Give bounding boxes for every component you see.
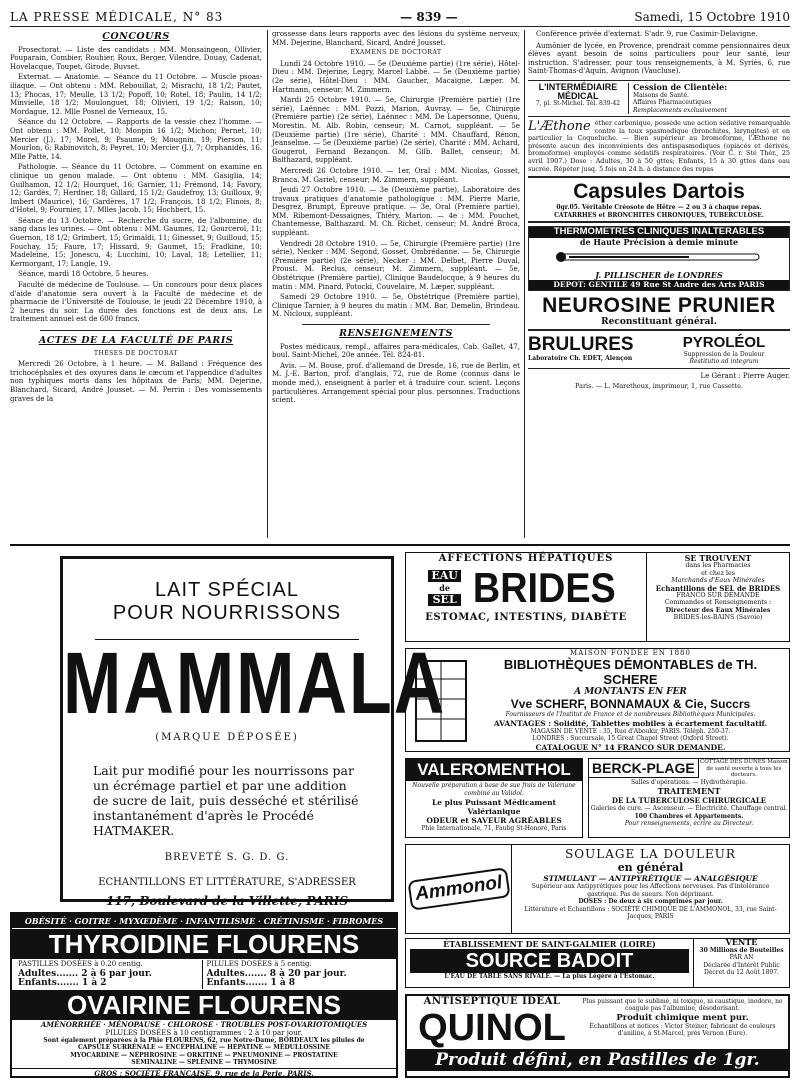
ad-text: Adultes....... 2 à 6 par jour.: [18, 968, 152, 979]
ad-text: de Haute Précision à demie minute: [579, 236, 739, 247]
ad-brand: BRIDES: [472, 564, 616, 611]
issue-date: Samedi, 15 Octobre 1910: [634, 10, 790, 24]
ad-text: Plus puissant que le sublimé, ni toxique, ni caustique, inodore, ne coagule pas l'albumine, désodorisant.: [582, 998, 783, 1013]
ad-text: 117, Boulevard de la Villette, PARIS: [105, 894, 349, 908]
ad-brand: NEUROSINE PRUNIER: [542, 294, 776, 318]
ad-text: TRAITEMENT: [657, 786, 721, 796]
ad-text: Le plus Puissant Médicament Valérianique: [431, 798, 557, 816]
ad-schere: [405, 648, 790, 752]
ad-brand: Ammonol: [407, 867, 510, 911]
ad-text: Enfants....... 1 à 2: [18, 978, 107, 988]
page-number: — 839 —: [400, 10, 458, 24]
ad-text: Galeries de cure. — Ascenseur. — Électricité. Chauffage central.: [590, 805, 788, 812]
ad-text: MAISON FONDÉE EN 1880: [570, 649, 691, 657]
ad-text: BRIDES-les-BAINS (Savoie): [673, 614, 763, 622]
ad-berck: [588, 758, 790, 838]
ad-text: CATALOGUE N° 14 FRANCO SUR DEMANDE.: [535, 742, 726, 752]
ad-text: ECHANTILLONS ET LITTÉRATURE, S'ADRESSER: [98, 877, 356, 888]
ad-text: Produit défini, en Pastilles de 1gr.: [407, 1049, 788, 1071]
para: Séance, mardi 18 Octobre, 5 heures.: [18, 270, 149, 279]
ad-text: DOSES : De deux à six comprimés par jour.: [578, 898, 723, 905]
ad-text: SÉMINALINE — SPLÉNINE — THYMOSINE: [131, 1059, 277, 1066]
ad-text: Reconstituant général.: [601, 317, 717, 328]
ad-text: ESTOMAC, INTESTINS, DIABÈTE: [425, 612, 627, 623]
para: Jeudi 27 Octobre 1910. — 3e (Deuxième partie), Laboratoire des travaux pratiques d'anatomie pathologique : MM. Pierre Marie, Desgrez, Brumpt, Épreuve pratique. — 3e, Oral (Première partie), MM. Ribemont-Dessaignes, Thiéry, Marion. — 4e : MM. Pouchet, Chantemesse, Balthazard. M. Ch. Richet, censeur; M. André Broca, suppléant.: [272, 186, 520, 238]
ad-text: 30 Millions de Bouteilles: [699, 946, 784, 954]
para: Prosectorat. — Liste des candidats : MM. Monsaingeon, Ollivier, Pouparain, Combier, Rouhier, Roux, Berger, Vilendre, Douay, Cadenat, Hovelacque, Toupet, Girode, Buvset.: [10, 45, 262, 71]
ad-text: ANTISEPTIQUE IDÉAL: [423, 996, 561, 1007]
ad-text: Échantillons et notices : Victor Steiner, fabricant de couleurs d'aniline, à St-Marcel, près Vernon (Eure).: [589, 1022, 776, 1038]
ad-brand: Capsules Dartois: [573, 180, 745, 204]
section-title-concours: CONCOURS: [102, 31, 170, 42]
ad-text: STIMULANT — ANTIPYRÉTIQUE — ANALGÉSIQUE: [543, 874, 758, 883]
ad-text: Fournisseurs de l'Institut de France et de nombreuses Bibliothèques Municipales.: [505, 711, 756, 718]
ad-text: Cession de Clientèle:: [633, 81, 728, 92]
ad-text: Salles d'opérations. — Hydrothérapie.: [630, 778, 748, 786]
ad-text: OBÉSITÉ · GOITRE · MYXŒDÈME · INFANTILISME · CRÉTINISME · FIBROMES: [12, 914, 396, 928]
gerant: Le Gérant : Pierre Auger.: [700, 371, 790, 380]
ad-text: Décret du 12 Août 1897.: [704, 969, 779, 976]
para: Samedi 29 Octobre 1910. — 5e, Obstétrique (Première partie), Clinique Tarnier, à 9 heures du matin : MM. Bar, Demelin, Brindeau. M. Nicloux, suppléant.: [272, 293, 520, 319]
ad-text: Lait pur modifié pour les nourrissons par un écrémage partiel et par une addition de sucre de lait, puis desséché et stérilisé instantanément d'après le Procédé HATMAKER.: [93, 763, 359, 838]
ad-brand: BERCK-PLAGE: [589, 759, 699, 778]
ad-text: PILULES DOSÉES à 5 centig.: [206, 960, 312, 968]
ad-text: Commandes et Renseignements :: [664, 599, 772, 607]
ad-text: GROS : SOCIÉTÉ FRANÇAISE, 9, rue de la Perle, PARIS.: [12, 1068, 396, 1078]
subsection-theses: THÈSES DE DOCTORAT: [94, 349, 178, 357]
ad-text: Echantillons de SEL de BRIDES: [655, 583, 781, 593]
para: Aumônier de lycée, en Provence, prendrait comme pensionnaires deux élèves ayant besoin de soins particuliers pour leur santé, leur instruction. S'adresser, pour tous renseignements, à M. Syriès, 6, rue Saint-Thomas-d'Aquin, Avignon (Vaucluse).: [528, 41, 790, 76]
ad-text: Adultes....... 8 à 20 par jour.: [206, 968, 347, 979]
ad-text: A MONTANTS EN FER: [574, 687, 687, 697]
ad-text: SOULAGE LA DOULEUR: [565, 847, 736, 861]
section-title-actes: ACTES DE LA FACULTÉ DE PARIS: [38, 335, 234, 346]
para: Lundi 24 Octobre 1910. — 5e (Deuxième partie) (1re série), Hôtel-Dieu : MM. Dejerine, Legry, Marcel Labbé. — 5e (Deuxième partie) (2e série), Hôtel-Dieu : MM. Gaucher, Macaigne, Læper. M. Hartmann, censeur; M. Zimmern.: [272, 59, 520, 94]
ad-text: éther carbonique, possède une action sédative remarquable contre la toux spasmodique (bronchites, laryngites) et en particulier la Coqueluche. — Bien supérieur au bromoforme, l'Æthone ne présente aucun des inconvénients des antispasmodiques (opiacés et dérivés, bromoforme) employés comme sédatifs respiratoires. (Voir C. r. Sté Thér., 25 avril 1907.) Dose : Adultes, 30 à 50 gttes; Enfants, 15 à 30 gttes dans eau sucrée. Répéter jusq. 5 fois en 24 h. à distance des repas: [528, 119, 790, 173]
ad-brand: SOURCE BADOIT: [410, 949, 689, 973]
ad-text: Pour renseignements, écrire au Directeur.: [624, 820, 754, 827]
ad-brand: THERMOMETRES CLINIQUES INALTERABLES: [529, 227, 789, 238]
ad-aethone: [528, 120, 790, 173]
column-3: [528, 30, 790, 538]
thermometer-illustration: [539, 246, 779, 268]
ad-text: 0gr.05. Véritable Créosote de Hêtre — 2 ou 3 à chaque repas.: [556, 204, 762, 212]
ad-text: L'INTERMÉDIAIRE: [538, 81, 618, 92]
ad-text: Enfants....... 1 à 8: [206, 978, 296, 988]
para: Vendredi 28 Octobre 1910. — 5e, Chirurgie (Première partie) (1re série), Necker : MM. Segond, Gosset, Ombrédanne. — 5e, Chirurgie (Première partie) (2e série), Necker : MM. Delbet, Pierre Duval, Proust. M. Reclus, censeur; M. Zimmern, suppléant. — 5e, Obstétrique (Première partie), Clinique Baudelocque, à 9 heures du matin : MM. Pinard, Potocki, Couvelaire, M. Læper, suppléant.: [272, 239, 520, 291]
ad-text: MAGASIN DE VENTE : 35, Rue d'Aboukir, PARIS. Téléph. 250-37.: [530, 727, 731, 735]
ad-text: et chez les: [701, 569, 735, 577]
ad-brides: [405, 552, 790, 642]
ad-text: CATARRHES et BRONCHITES CHRONIQUES, TUBERCULOSE.: [554, 211, 764, 219]
ad-text: AMÉNORRHÉE · MÉNOPAUSE · CHLOROSE · TROUBLES POST-OVARIOTOMIQUES: [40, 1019, 368, 1029]
ad-text: J. PILLISCHER de LONDRES: [595, 270, 723, 280]
imprimeur: Paris. — L. Maretheux, imprimeur, 1, rue Cassette.: [574, 382, 744, 391]
ad-text: ODEUR et SAVEUR AGRÉABLES: [426, 816, 562, 825]
ad-text: COTTAGE DES DUNES Maison de santé ouverte à tous les docteurs.: [700, 759, 788, 778]
para: Avis. — M. Bouse, prof. d'allemand de Dresde, 16, rue de Berlin, et M. J.-E. Barton, prof. d'anglais, 72, rue de Rome (connus dans le monde méd.), enseignent à parler et à traduire cour. scient. Leçons particulières. Arrangement spécial pour plus. personnes. Traductions scient.: [272, 361, 520, 405]
ad-text: (MARQUE DÉPOSÉE): [155, 732, 299, 743]
ad-brand: BRULURES: [528, 333, 634, 355]
para: grossesse dans leurs rapports avec des lésions du système nerveux; MM. Dejerine, Blanchard, Sicard, André Jousset.: [272, 30, 520, 47]
section-title-renseignements: RENSEIGNEMENTS: [339, 328, 453, 339]
ad-text: dans les Pharmacies: [685, 562, 751, 570]
para: Mercredi 26 Octobre, à 1 heure. — M. Balland : Fréquence des trichocéphales et des oxyures dans le cæcum et l'appendice d'adultes non typhiques morts dans les hôpitaux de Paris; MM. Dejerine, Blanchard, Sicard, André Jousset. — M. Perrin : Des vomissements graves de la: [10, 360, 262, 403]
ad-text: 7, pl. St-Michel. Tél. 839-42: [535, 100, 621, 108]
column-2: [272, 30, 520, 538]
ad-text: PILULES DOSÉES à 10 centigrammes : 2 à 10 par jour.: [105, 1028, 303, 1037]
ad-text: MYOCARDINE — NÉPHROSINE — ORKITINE — PNEUMONINE — PROSTATINE: [70, 1051, 338, 1059]
para: Externat. — Anatomie. — Séance du 11 Octobre. — Muscle psoas-iliaque. — Ont obtenu : MM. Rebouillat, 2; Misrachi, 18 1/2; Pautet, 13; Phocas, 17; Meulle, 13 1/2; Popoff, 10; Rotel, 18; Paulin, 14 1/2; Minvielle, 18 1/2; Moulonguet, 18; Olivieri, 19 1/2; Raison, 10; Mordague, 12. Mlle Posnel de Verneaux, 15.: [10, 73, 262, 116]
ad-text: EAU: [428, 570, 461, 582]
ad-text: Nouvelle préparation à base de sue frais de Valériane combiné au Validol.: [412, 782, 576, 797]
para: Mardi 25 Octobre 1910. — 5e, Chirurgie (Première partie) (1re série), Laënnec : MM. Pozzi, Marion, Auvray. — 5e, Chirurgie (Première partie) (2e série), Laënnec : MM. De Lapersonne, Quenu, Morestin. M. Alb. Robin, censeur; M. Carnot, suppléant. — 5e (Deuxième partie) (1re série), Charité : MM. Chauffard, Rénon, Jeanselme. — 5e (Deuxième partie) (2e série), Charité : MM. Achard, Gougerot, Fernand Bezançon. M. Gilb. Ballet, censeur; M. Balthazard, suppléant.: [272, 96, 520, 165]
ad-quinol: [405, 994, 790, 1078]
ad-text: BREVETÉ S. G. D. G.: [164, 852, 290, 863]
ad-brand: OVAIRINE FLOURENS: [12, 990, 396, 1020]
ad-text: ÉTABLISSEMENT DE SAINT-GALMIER (LOIRE): [443, 939, 656, 949]
ad-brand: THYROIDINE FLOURENS: [12, 929, 396, 959]
journal-title: LA PRESSE MÉDICALE, N° 83: [10, 10, 224, 24]
column-1: [10, 30, 262, 538]
ad-text: Maisons de Santé.: [633, 91, 689, 99]
ad-text: Remplacements exclusivement: [633, 106, 728, 114]
subsection-examens: EXAMENS DE DOCTORAT: [350, 49, 442, 57]
ad-brand: MAMMALA: [63, 634, 447, 732]
ad-brand: PYROLÉOL: [682, 333, 766, 351]
ad-brand: QUINOL: [418, 1007, 566, 1049]
para: Mercredi 26 Octobre 1910. — 1er, Oral : MM. Nicolas, Gosset, Branca. M. Gariel, censeur; M. Zimmern, suppléant.: [272, 166, 520, 184]
ad-text: VENTE: [725, 937, 758, 947]
ad-brand: BIBLIOTHÈQUES DÉMONTABLES de TH. SCHERE: [503, 657, 758, 687]
ad-text: LAIT SPÉCIAL: [155, 579, 299, 601]
ad-text: AFFECTIONS HÉPATIQUES: [438, 553, 614, 564]
ad-text: Directeur des Eaux Minérales: [665, 606, 771, 614]
ad-text: SE TROUVENT: [684, 553, 752, 563]
para: Postes médicaux, rempl., affaires para-médicales, Cab. Gallet, 47, boul. Saint-Michel, 20e année. Tél. 824-81.: [272, 342, 520, 360]
ad-text: Supérieur aux Antipyrétiques pour les Affections nerveuses. Pas d'intolérance gastrique. Pas de sueurs. Non déprimant.: [531, 883, 770, 898]
ad-text: DEPOT: GENTILE 49 Rue St Andre des Arts PARIS: [529, 280, 789, 291]
ad-text: Restitutio ad integrum: [689, 358, 759, 366]
ad-text: PASTILLES DOSÉES à 0.20 centig.: [18, 960, 143, 968]
ad-dartois: [528, 176, 790, 223]
ad-text: PAR AN: [729, 954, 754, 961]
ad-text: Vve SCHERF, BONNAMAUX & Cie, Succrs: [510, 697, 751, 711]
para: Pathologie. — Séance du 11 Octobre. — Comment on examine en clinique un genou malade. — Ont obtenu : MM. Gasiglia, 14; Guilhamon, 12 1/2; Hourquet, 16; Garnier, 11; Frémond, 14; Favory, 12; Gardès, 7; Herdner, 18; Gillard, 15 1/2; Gaudefroy, 13; Guilloux, 9; Imbert (Maurice), 16; Gardères, 17 1/2; François, 18 1/2; Flinois, 8; d'Hotel, 9; Fournier, 17. Mlles Jacob, 15; Hochbert, 15.: [10, 163, 262, 215]
ad-text: MÉDICAL: [557, 90, 599, 101]
ad-text: Phie Internationale, 71, Faubg St-Honoré, Paris: [421, 825, 567, 832]
ad-text: Laboratoire Ch. EDET, Alençon: [528, 354, 633, 362]
ad-text: LONDRES : Succursale, 15 Great Chapel Street (Oxford Street).: [532, 735, 729, 742]
ad-intermediaire: [528, 80, 790, 117]
para: Séance du 13 Octobre. — Recherche du sucre, de l'albumine, du sang dans les urines. — Ont obtenu : MM. Gaumes, 12; Gourcerol, 11; Guernon, 18 1/2; Grimbert, 15; Grimaldi, 11; Ginesset, 9; Guilloud, 15; Fouchay, 15; Faure, 17; Hissard, 9; Gaumet, 15; Fradkine, 10; Madeleine, 15; Jonescu, 4; Lucchini, 10; Laval, 18; Letellier, 11; Kermorgant, 17; Langle, 19.: [10, 216, 262, 268]
ad-text: de: [439, 583, 450, 593]
ad-brulures: [528, 334, 790, 369]
ad-text: FRANCO SUR DEMANDE: [676, 592, 760, 600]
ad-text: Sont également préparées à la Phie FLOURENS, 62, rue Notre-Dame, BORDEAUX les pilules de: [43, 1036, 365, 1044]
ad-badoit: [405, 938, 790, 988]
ad-text: Littérature et Echantillons : SOCIÉTÉ CHIMIQUE DE L'AMMONOL, 33, rue Saint-Jacques, PARIS: [524, 905, 777, 920]
ad-brand: VALEROMENTHOL: [406, 759, 582, 781]
ad-text: AVANTAGES : Solidité, Tablettes mobiles à écartement facultatif.: [493, 718, 768, 728]
ad-text: Produit chimique ment pur.: [616, 1012, 749, 1023]
ad-text: CAPSULE SURRÉNALE — ENCÉPHALINE — HÉPATINE — MÉDULLOSSINE: [78, 1044, 330, 1051]
ad-text: SEL: [428, 594, 461, 606]
ad-text: Suppression de la Douleur: [683, 350, 765, 358]
ad-thermometres: [528, 226, 790, 291]
ad-ammonol: [405, 844, 790, 934]
ad-text: 100 Chambres et Appartements.: [634, 812, 744, 820]
ad-text: L'EAU DE TABLE SANS RIVALE. — La plus Légère à l'Estomac.: [444, 973, 655, 980]
page-header: [10, 8, 790, 27]
ad-text: Déclarée d'Intérêt Public: [703, 961, 780, 969]
ad-text: DE LA TUBERCULOSE CHIRURGICALE: [611, 796, 767, 805]
para: Conférence privée d'externat. S'adr. 9, rue Casimir-Delavigne.: [536, 30, 758, 38]
ad-text: Marchands d'Eaux Minérales: [671, 577, 765, 585]
para: Séance du 12 Octobre. — Rapports de la vessie chez l'homme. — Ont obtenu : MM. Pollet, 10; Monpin 16 1/2; Michon; Pernet, 10; Mercier (J.), 17; Morel, 9; Psaume, 9; Mougnin, 19; Pierson, 11; Mourlon, 6; Rabinovitch, 8; Peyret, 10; Mercier (J.), 7; Orphanidès, 16. Mlle Patte, 14.: [10, 118, 262, 161]
ad-neurosine: [528, 294, 790, 331]
para: Faculté de médecine de Toulouse. — Un concours pour deux places d'aide d'anatomie sera ouvert à la Faculté de médecine et de pharmacie de l'Université de Toulouse, le jeudi 22 Décembre 1910, à 2 heures du soir. La durée des fonctions est de deux ans. Le traitement annuel est de 600 francs.: [10, 281, 262, 324]
ad-brand: L'Æthone: [528, 119, 591, 135]
ad-thyroidine: [10, 912, 398, 1078]
ad-text: POUR NOURRISSONS: [112, 602, 342, 624]
bookcase-illustration: [406, 649, 476, 749]
ad-text: en général: [617, 861, 684, 874]
ad-valeromenthol: [405, 758, 583, 838]
ad-text: Affaires Pharmaceutiques: [633, 99, 712, 107]
